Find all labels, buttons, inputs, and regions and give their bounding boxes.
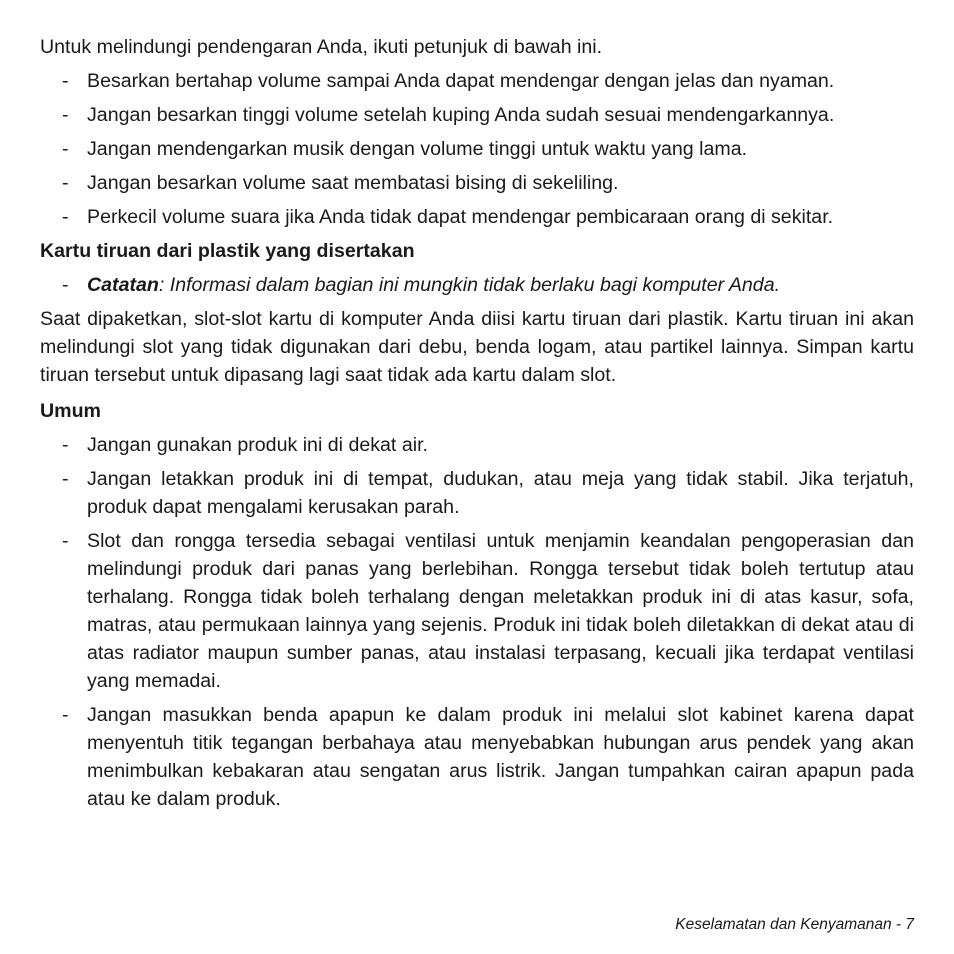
- dash-marker: -: [62, 138, 69, 160]
- dash-marker: -: [62, 274, 69, 296]
- dash-marker: -: [62, 530, 69, 552]
- dash-marker: -: [62, 704, 69, 726]
- list-item: [40, 67, 914, 95]
- dash-marker: -: [62, 468, 69, 490]
- dash-marker: -: [62, 434, 69, 456]
- list-item-text: Jangan mendengarkan musik dengan volume tinggi untuk waktu yang lama.: [87, 138, 748, 160]
- list-item-text: Jangan masukkan benda apapun ke dalam produk ini melalui slot kabinet karena dapat menyentuh titik tegangan berbahaya atau menyebabkan hubungan arus pendek yang akan menimbulkan kebakaran atau sengatan arus listrik. Jangan tumpahkan cairan apapun pada atau ke dalam produk.: [87, 704, 914, 810]
- dash-marker: -: [62, 104, 69, 126]
- page-footer: [675, 914, 914, 936]
- list-item-text: Jangan besarkan volume saat membatasi bising di sekeliling.: [87, 172, 619, 194]
- hearing-list: [40, 67, 914, 231]
- page-number: 7: [905, 916, 914, 933]
- dash-marker: -: [62, 70, 69, 92]
- list-item: [40, 101, 914, 129]
- document-page: [40, 33, 914, 819]
- list-item-text: Jangan gunakan produk ini di dekat air.: [87, 434, 428, 456]
- list-item: [40, 527, 914, 695]
- list-item-text: Perkecil volume suara jika Anda tidak dapat mendengar pembicaraan orang di sekitar.: [87, 206, 834, 228]
- intro-text: Untuk melindungi pendengaran Anda, ikuti petunjuk di bawah ini.: [40, 36, 603, 58]
- list-item-text: Besarkan bertahap volume sampai Anda dapat mendengar dengan jelas dan nyaman.: [87, 70, 835, 92]
- dash-marker: -: [62, 206, 69, 228]
- note-text: : Informasi dalam bagian ini mungkin tidak berlaku bagi komputer Anda.: [158, 274, 781, 296]
- dummy-card-paragraph: Saat dipaketkan, slot-slot kartu di komputer Anda diisi kartu tiruan dari plastik. Kartu tiruan ini akan melindungi slot yang tidak digunakan dari debu, benda logam, atau partikel lainnya. Simpan kartu tiruan tersebut untuk dipasang lagi saat tidak ada kartu dalam slot.: [40, 308, 914, 386]
- list-item: [40, 169, 914, 197]
- note-item: [40, 271, 914, 299]
- list-item-text: Slot dan rongga tersedia sebagai ventilasi untuk menjamin keandalan pengoperasian dan melindungi produk dari panas yang berlebihan. Rongga tersebut tidak boleh tertutup atau terhalang. Rongga tidak boleh terhalang dengan meletakkan produk ini di atas kasur, sofa, matras, atau permukaan lainnya yang sejenis. Produk ini tidak boleh diletakkan di dekat atau di atas radiator maupun sumber panas, atau instalasi terpasang, kecuali jika terdapat ventilasi yang memadai.: [87, 530, 914, 692]
- list-item: [40, 135, 914, 163]
- list-item: [40, 203, 914, 231]
- list-item-text: Jangan letakkan produk ini di tempat, dudukan, atau meja yang tidak stabil. Jika terjatuh, produk dapat mengalami kerusakan parah.: [87, 468, 914, 518]
- dash-marker: -: [62, 172, 69, 194]
- section-heading-dummy-card: Kartu tiruan dari plastik yang disertakan: [40, 240, 415, 262]
- list-item-text: Jangan besarkan tinggi volume setelah kuping Anda sudah sesuai mendengarkannya.: [87, 104, 835, 126]
- list-item: [40, 431, 914, 459]
- list-item: [40, 465, 914, 521]
- note-list: [40, 271, 914, 299]
- note-label: Catatan: [87, 274, 159, 296]
- list-item: [40, 701, 914, 813]
- footer-section-title: Keselamatan dan Kenyamanan -: [675, 916, 902, 933]
- section-heading-general: Umum: [40, 400, 101, 422]
- general-list: [40, 431, 914, 813]
